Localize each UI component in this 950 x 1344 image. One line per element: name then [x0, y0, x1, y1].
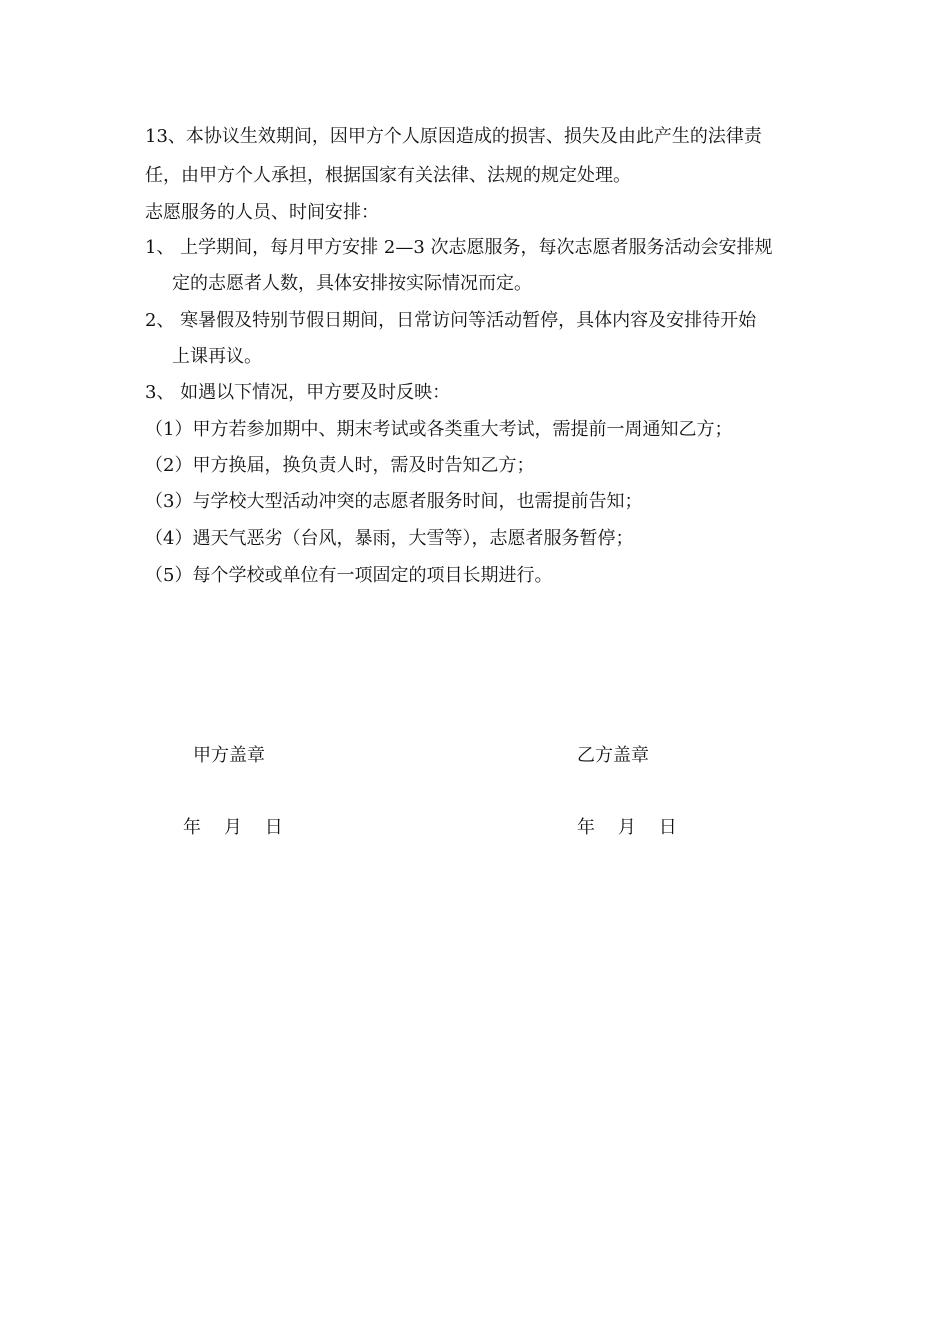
schedule-subitem: （2）甲方换届，换负责人时，需及时告知乙方； — [145, 455, 535, 476]
schedule-heading: 志愿服务的人员、时间安排： — [145, 202, 379, 223]
clause-13-line-1: 13、本协议生效期间，因甲方个人原因造成的损害、损失及由此产生的法律责 — [145, 126, 762, 147]
schedule-item-1-line-2: 定的志愿者人数，具体安排按实际情况而定。 — [172, 273, 532, 294]
schedule-subitem: （5）每个学校或单位有一项固定的项目长期进行。 — [145, 565, 553, 586]
schedule-item-1-line-1: 1、 上学期间，每月甲方安排 2—3 次志愿服务，每次志愿者服务活动会安排规 — [145, 237, 773, 258]
schedule-item-2-line-2: 上课再议。 — [172, 346, 262, 367]
schedule-item-2-line-1: 2、 寒暑假及特别节假日期间，日常访问等活动暂停，具体内容及安排待开始 — [145, 310, 757, 331]
party-b-seal-label: 乙方盖章 — [577, 745, 649, 766]
schedule-subitem: （1）甲方若参加期中、期末考试或各类重大考试，需提前一周通知乙方； — [145, 419, 733, 440]
party-a-date: 年 月 日 — [183, 817, 283, 838]
clause-13-line-2: 任，由甲方个人承担，根据国家有关法律、法规的规定处理。 — [145, 165, 631, 186]
party-a-seal-label: 甲方盖章 — [193, 745, 265, 766]
schedule-subitem: （3）与学校大型活动冲突的志愿者服务时间，也需提前告知； — [145, 491, 643, 512]
schedule-subitem: （4）遇天气恶劣（台风，暴雨，大雪等），志愿者服务暂停； — [145, 528, 634, 549]
party-b-date: 年 月 日 — [577, 817, 677, 838]
schedule-item-3-line-1: 3、 如遇以下情况，甲方要及时反映： — [145, 382, 451, 403]
